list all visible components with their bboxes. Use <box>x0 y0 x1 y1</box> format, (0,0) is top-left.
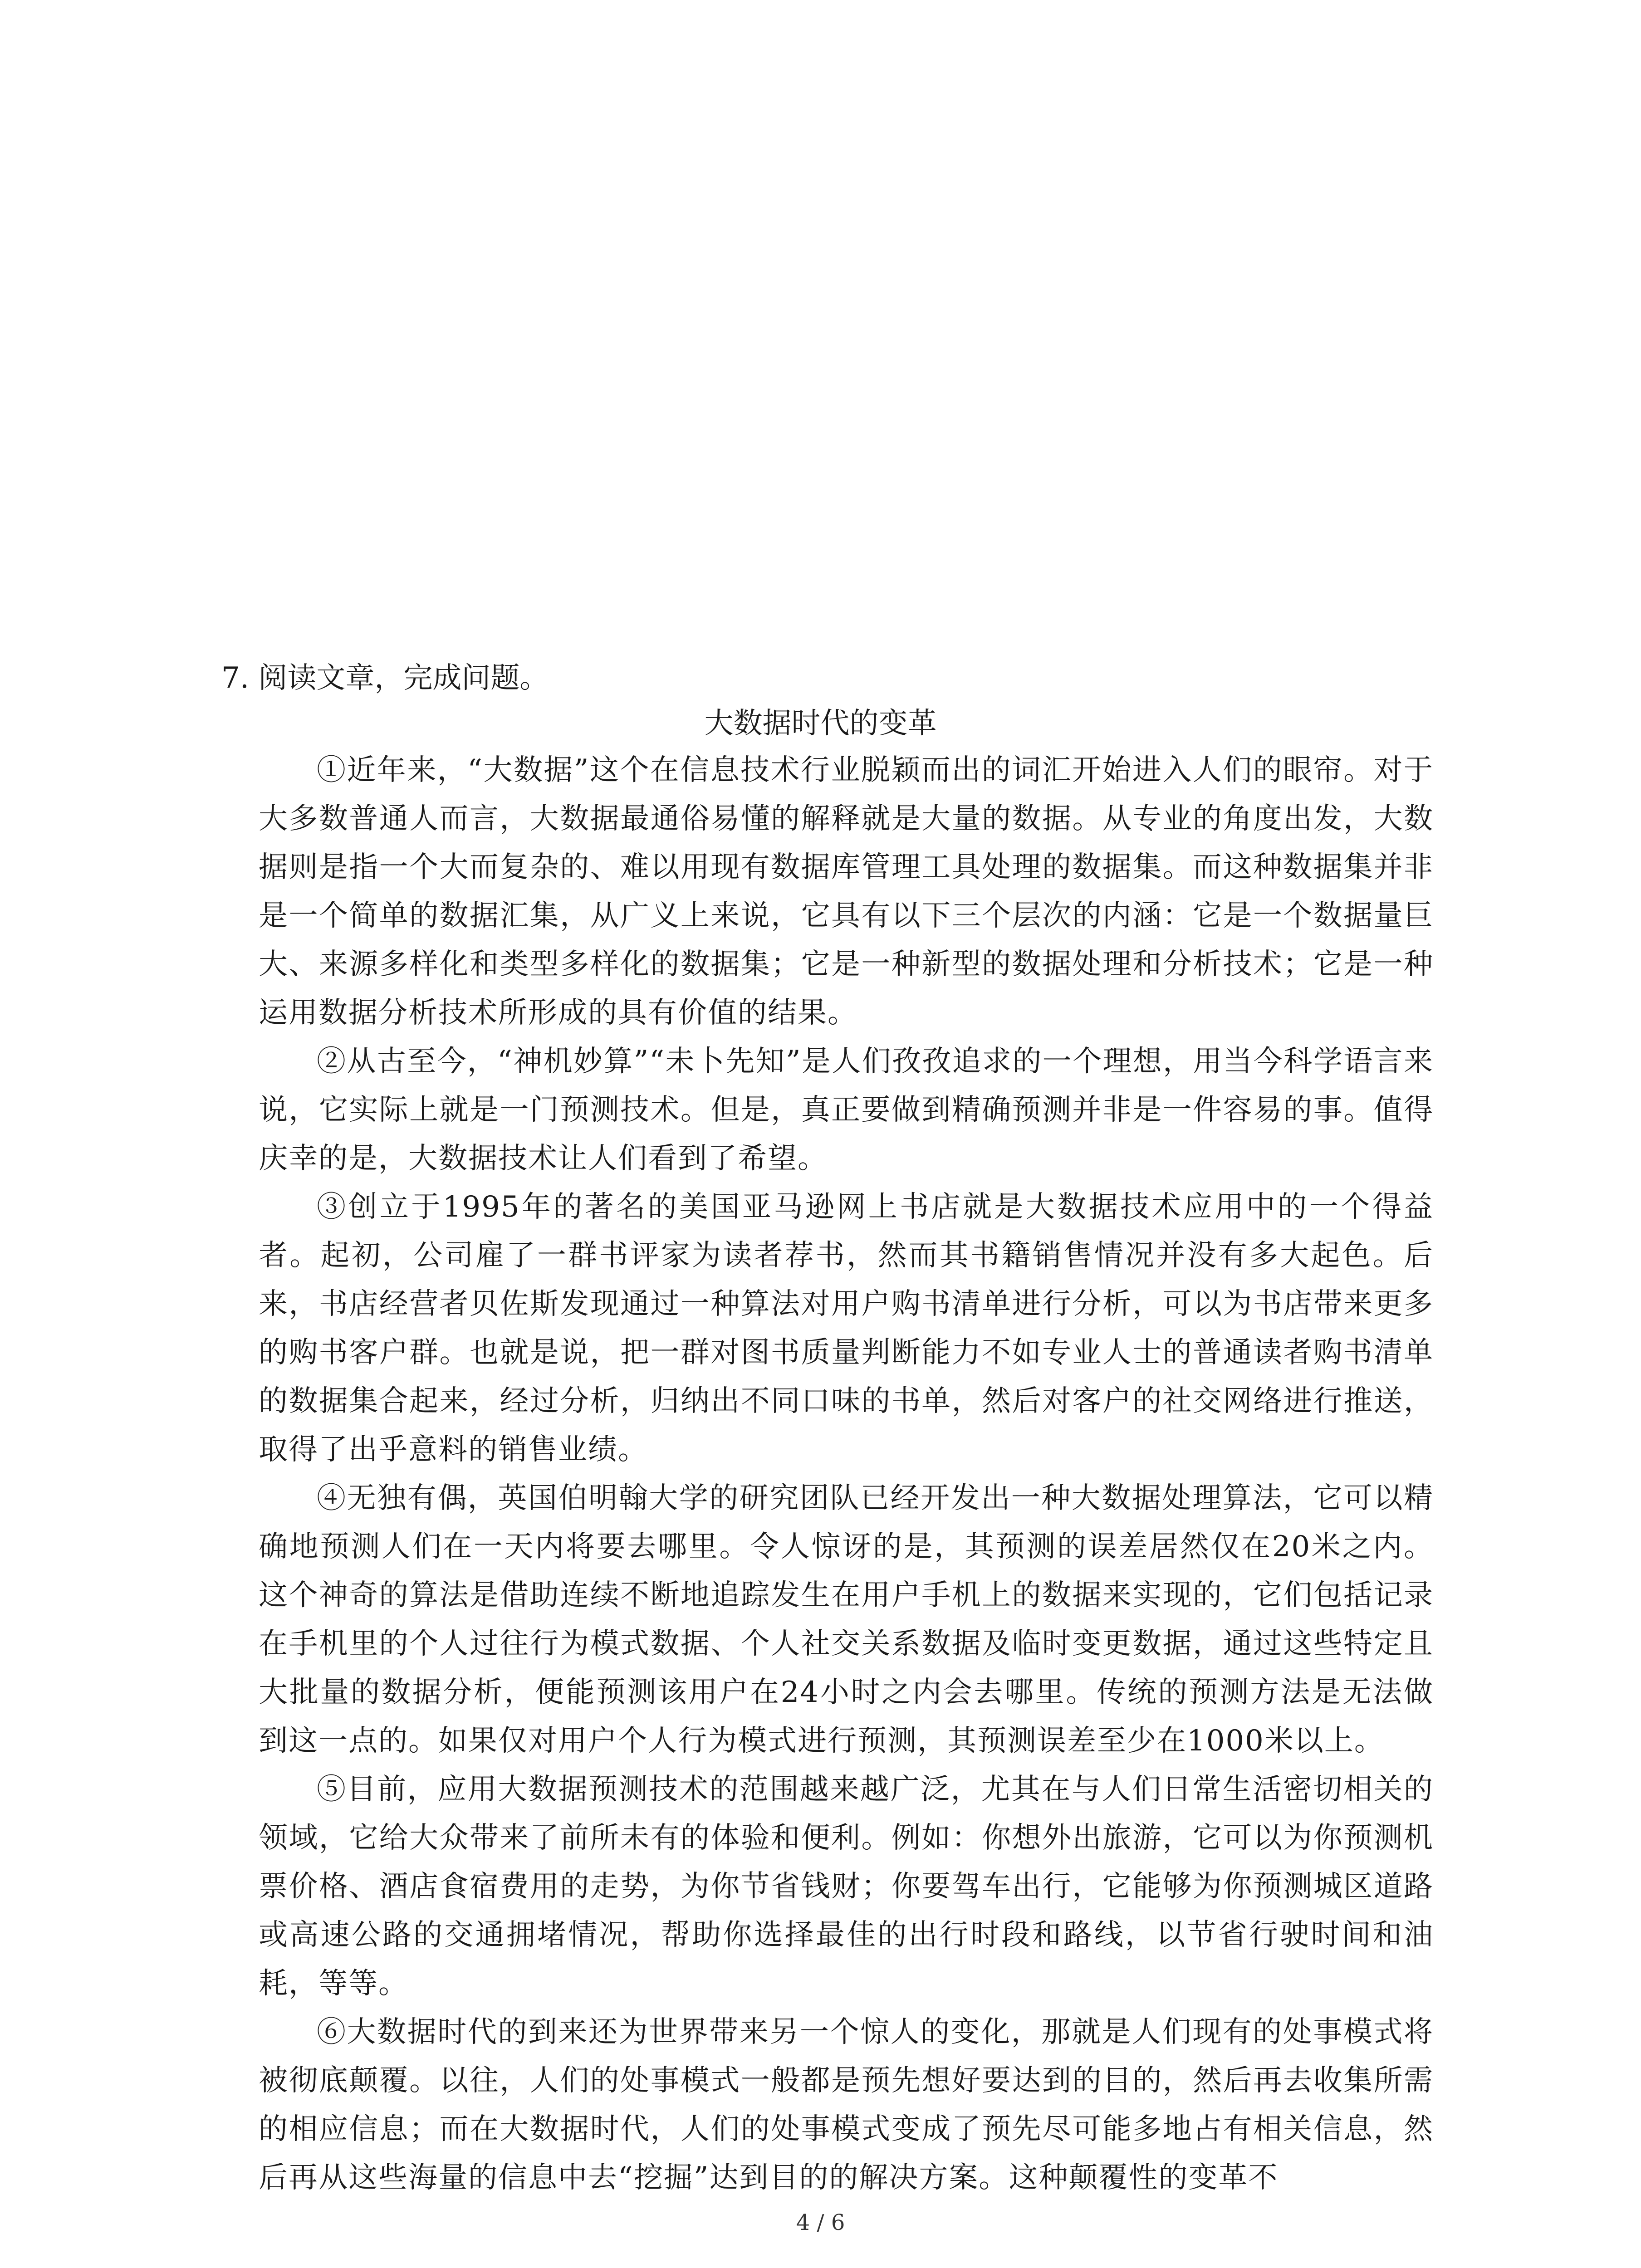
paragraph-2: ②从古至今，“神机妙算”“未卜先知”是人们孜孜追求的一个理想，用当今科学语言来说，它实际上就是一门预测技术。但是，真正要做到精确预测并非是一件容易的事。值得庆幸的是，大数据技术让人们看到了希望。 <box>259 1045 1434 1175</box>
paragraph-6: ⑥大数据时代的到来还为世界带来另一个惊人的变化，那就是人们现有的处事模式将被彻底颠覆。以往，人们的处事模式一般都是预先想好要达到的目的，然后再去收集所需的相应信息；而在大数据时代，人们的处事模式变成了预先尽可能多地占有相关信息，然后再从这些海量的信息中去“挖掘”达到目的的解决方案。这种颠覆性的变革不 <box>259 2015 1434 2195</box>
question-heading: 7. 阅读文章，完成问题。 <box>221 661 549 695</box>
article-title: 大数据时代的变革 <box>704 707 937 740</box>
paragraph-1: ①近年来，“大数据”这个在信息技术行业脱颖而出的词汇开始进入人们的眼帘。对于大多数普通人而言，大数据最通俗易懂的解释就是大量的数据。从专业的角度出发，大数据则是指一个大而复杂的、难以用现有数据库管理工具处理的数据集。而这种数据集并非是一个简单的数据汇集，从广义上来说，它具有以下三个层次的内涵：它是一个数据量巨大、来源多样化和类型多样化的数据集；它是一种新型的数据处理和分析技术；它是一种运用数据分析技术所形成的具有价值的结果。 <box>259 753 1434 1030</box>
paragraph-4: ④无独有偶，英国伯明翰大学的研究团队已经开发出一种大数据处理算法，它可以精确地预测人们在一天内将要去哪里。令人惊讶的是，其预测的误差居然仅在20米之内。这个神奇的算法是借助连续不断地追踪发生在用户手机上的数据来实现的，它们包括记录在手机里的个人过往行为模式数据、个人社交关系数据及临时变更数据，通过这些特定且大批量的数据分析，便能预测该用户在24小时之内会去哪里。传统的预测方法是无法做到这一点的。如果仅对用户个人行为模式进行预测，其预测误差至少在1000米以上。 <box>259 1481 1434 1758</box>
paragraph-5: ⑤目前，应用大数据预测技术的范围越来越广泛，尤其在与人们日常生活密切相关的领域，它给大众带来了前所未有的体验和便利。例如：你想外出旅游，它可以为你预测机票价格、酒店食宿费用的走势，为你节省钱财；你要驾车出行，它能够为你预测城区道路或高速公路的交通拥堵情况，帮助你选择最佳的出行时段和路线，以节省行驶时间和油耗，等等。 <box>259 1773 1434 2000</box>
article-body <box>259 746 1434 2202</box>
page-number: 4 / 6 <box>796 2210 845 2235</box>
paragraph-3: ③创立于1995年的著名的美国亚马逊网上书店就是大数据技术应用中的一个得益者。起初，公司雇了一群书评家为读者荐书，然而其书籍销售情况并没有多大起色。后来，书店经营者贝佐斯发现通过一种算法对用户购书清单进行分析，可以为书店带来更多的购书客户群。也就是说，把一群对图书质量判断能力不如专业人士的普通读者购书清单的数据集合起来，经过分析，归纳出不同口味的书单，然后对客户的社交网络进行推送，取得了出乎意料的销售业绩。 <box>259 1190 1434 1466</box>
